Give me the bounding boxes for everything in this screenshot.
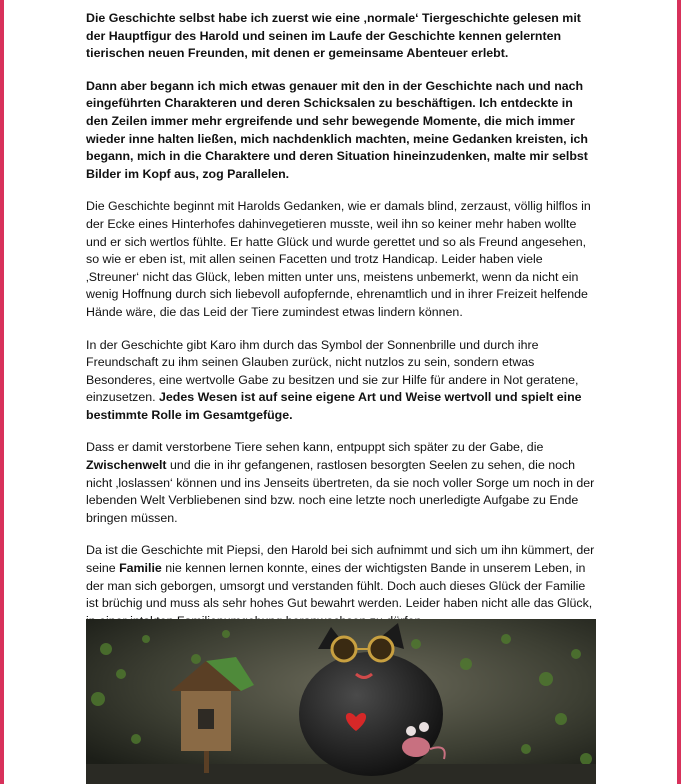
page-border-left [0, 0, 4, 784]
paragraph-5-emphasis: Zwischenwelt [86, 458, 167, 473]
paragraph-5 [86, 439, 598, 527]
paragraph-2: Dann aber begann ich mich etwas genauer mit den in der Geschichte nach und nach eingeführten Charakteren und deren Schicksalen zu beschäftigen. Ich entdeckte in den Zeilen immer mehr ergreifende und sehr bewegende Momente, die mich immer wieder inne halten ließen, mich nachdenklich machten, meine Gedanken kreisten, ich begann, mich in die Charaktere und deren Situation hineinzudenken, malte mir selbst Bilder im Kopf aus, zog Parallelen. [86, 78, 588, 181]
paragraph-4-emphasis: Jedes Wesen ist auf seine eigene Art und Weise wertvoll und spielt eine bestimmte Rolle im Gesamtgefüge. [86, 390, 582, 422]
paragraph-6-text-start: Da ist die Geschichte mit Piepsi, den Harold bei sich aufnimmt und sich um ihn kümmert, der seine [86, 543, 595, 576]
page-border-right [677, 0, 681, 784]
illustration-svg [86, 619, 596, 784]
paragraph-4 [86, 337, 598, 425]
paragraph-4-text: In der Geschichte gibt Karo ihm durch das Symbol der Sonnenbrille und durch ihre Freundschaft zu ihm seinen Glauben zurück, nicht nutzlos zu sein, sondern etwas Besonderes, eine wertvolle Gabe zu besitzen und sie zur Hilfe für andere in Not geratene, einzusetzen. [86, 337, 579, 405]
article-body [86, 10, 598, 645]
paragraph-6 [86, 542, 598, 630]
paragraph-3: Die Geschichte beginnt mit Harolds Gedanken, wie er damals blind, zerzaust, völlig hilflos in der Ecke eines Hinterhofes dahinvegetieren musste, weil ihn so keiner mehr haben wollte und er sich wertlos fühlte. Er hatte Glück und wurde gerettet und so als Freund angesehen, so wie er eben ist, mit allen seinen Facetten und trotz Handicap. Leider haben viele ‚Streuner‘ nicht das Glück, leben mitten unter uns, meistens unbemerkt, wenn da nicht ein wenig Hoffnung durch sich liebevoll aufopfernde, ehrenamtlich und in ihrer Freizeit helfende Hände wäre, die das Leid der Tiere zumindest etwas lindern können. [86, 199, 591, 319]
paragraph-1: Die Geschichte selbst habe ich zuerst wie eine ‚normale‘ Tiergeschichte gelesen mit der Hauptfigur des Harold und seinen im Laufe der Geschichte kennen gelernten tierischen neuen Freunden, mit denen er gemeinsame Abenteuer erlebt. [86, 11, 581, 61]
paragraph-6-text-end: nie kennen lernen konnte, eines der wichtigsten Bande in unserem Leben, in der man sich geborgen, umsorgt und verstanden fühlt. Doch auch dieses Glück der Familie ist brüchig und muss als sehr hohes Gut bewahrt werden. Leider haben nicht alle das Glück, [86, 561, 593, 611]
paragraph-5-text-start: Dass er damit verstorbene Tiere sehen kann, entpuppt sich später zu der Gabe, die [86, 440, 544, 455]
paragraph-5-text-end: und die in ihr gefangenen, rastlosen besorgten Seelen zu sehen, die noch nicht ‚loslassen‘ können und ins Jenseits übertreten, da sie noch voller Sorge um noch in der lebenden Welt Verbliebenen sind bzw. noch eine letzte noch unerledigte Aufgabe zu Ende bringen müssen. [86, 458, 595, 525]
paragraph-6-emphasis: Familie [119, 561, 162, 576]
story-illustration [86, 619, 596, 784]
